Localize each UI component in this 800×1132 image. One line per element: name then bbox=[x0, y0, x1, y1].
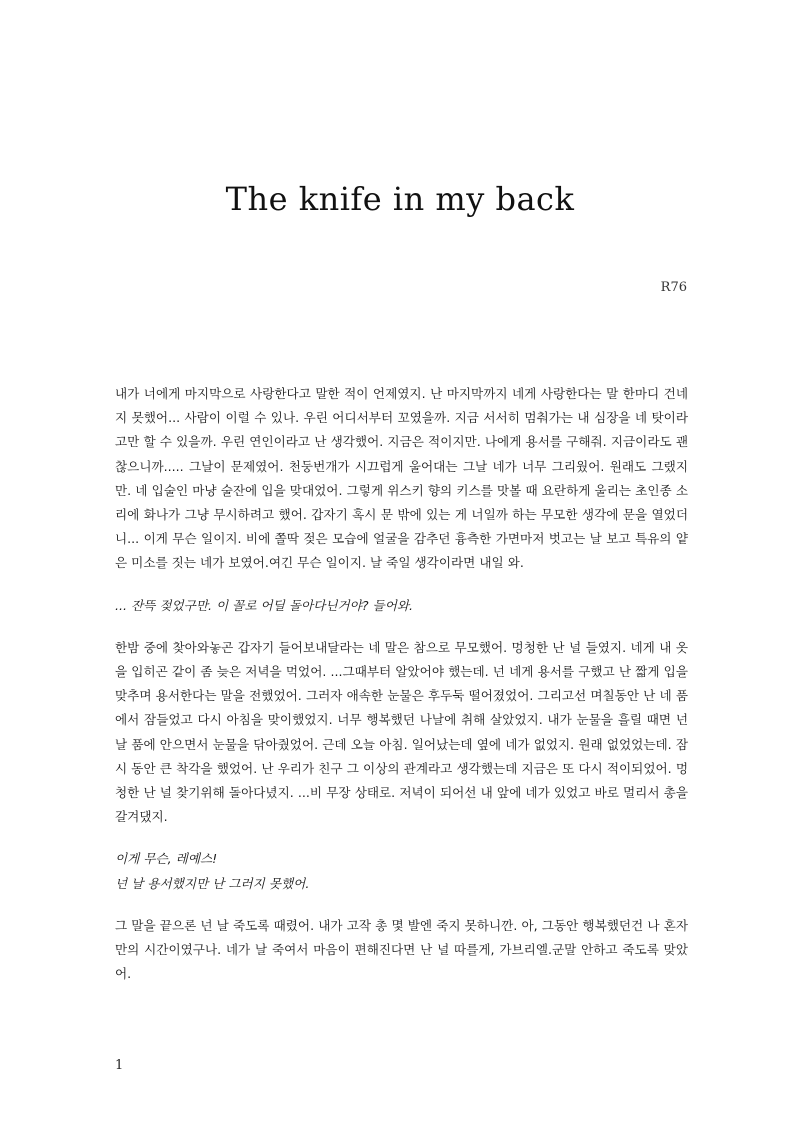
page-number: 1 bbox=[115, 1058, 124, 1073]
dialogue-paragraph-2: 이게 무슨, 레예스! 넌 날 용서했지만 난 그러지 못했어. bbox=[115, 851, 310, 891]
document-body bbox=[115, 382, 688, 1004]
paragraph-1: 내가 너에게 마지막으로 사랑한다고 말한 적이 언제였지. 난 마지막까지 네게 사랑한다는 말 한마디 건네지 못했어... 사람이 이럴 수 있나. 우린 어디서부터 꼬였을까. 지금 서서히 멈춰가는 내 심장을 네 탓이라고만 할 수 있을까. 우린 연인이라고 난 생각했어. 지금은 적이지만. 나에게 용서를 구해줘. 지금이라도 괜찮으니까..... 그날이 문제였어. 천둥번개가 시끄럽게 울어대는 그날 네가 너무 그리웠어. 원래도 그랬지만. 네 입술인 마냥 술잔에 입을 맞대었어. 그렇게 위스키 향의 키스를 맛볼 때 요란하게 울리는 초인종 소리에 화나가 그냥 무시하려고 했어. 갑자기 혹시 문 밖에 있는 게 너일까 하는 무모한 생각에 문을 열었더니... 이게 무슨 일이지. 비에 쫄딱 젖은 모습에 얼굴을 감추던 흉측한 가면마저 벗고는 날 보고 특유의 얕은 미소를 짓는 네가 보였어.여긴 무슨 일이지. 날 죽일 생각이라면 내일 와. bbox=[115, 386, 688, 571]
author-name: R76 bbox=[660, 280, 687, 295]
paragraph-2: 한밤 중에 찾아와놓곤 갑자기 들어보내달라는 네 말은 참으로 무모했어. 멍청한 난 널 들였지. 네게 내 옷을 입히곤 같이 좀 늦은 저녁을 먹었어. ...그때부터 알았어야 했는데. 넌 네게 용서를 구했고 난 짧게 입을 맞추며 용서한다는 말을 전했었어. 그러자 애속한 눈물은 후두둑 떨어졌었어. 그리고선 며칠동안 난 네 품에서 잠들었고 다시 아침을 맞이했었지. 너무 행복했던 나날에 취해 살았었지. 내가 눈물을 흘릴 때면 넌 날 품에 안으면서 눈물을 닦아줬었어. 근데 오늘 아침. 일어났는데 옆에 네가 없었지. 원래 없었었는데. 잠시 동안 큰 착각을 했었어. 난 우리가 친구 그 이상의 관계라고 생각했는데 지금은 또 다시 적이되었어. 멍청한 난 널 찾기위해 돌아다녔지. ...비 무장 상태로. 저녁이 되어선 내 앞에 네가 있었고 바로 멀리서 총을 갈겨댔지. bbox=[115, 639, 688, 825]
document-title: The knife in my back bbox=[225, 180, 575, 218]
dialogue-paragraph-1: ... 잔뜩 젖었구만. 이 꼴로 어딜 돌아다닌거야? 들어와. bbox=[115, 597, 414, 613]
paragraph-3: 그 말을 끝으론 넌 날 죽도록 때렸어. 내가 고작 총 몇 발엔 죽지 못하니깐. 아, 그동안 행복했던건 나 혼자만의 시간이였구나. 네가 날 죽여서 마음이 편해진다면 난 널 따를게, 가브리엘.군말 안하고 죽도록 맞았어. bbox=[115, 917, 688, 982]
